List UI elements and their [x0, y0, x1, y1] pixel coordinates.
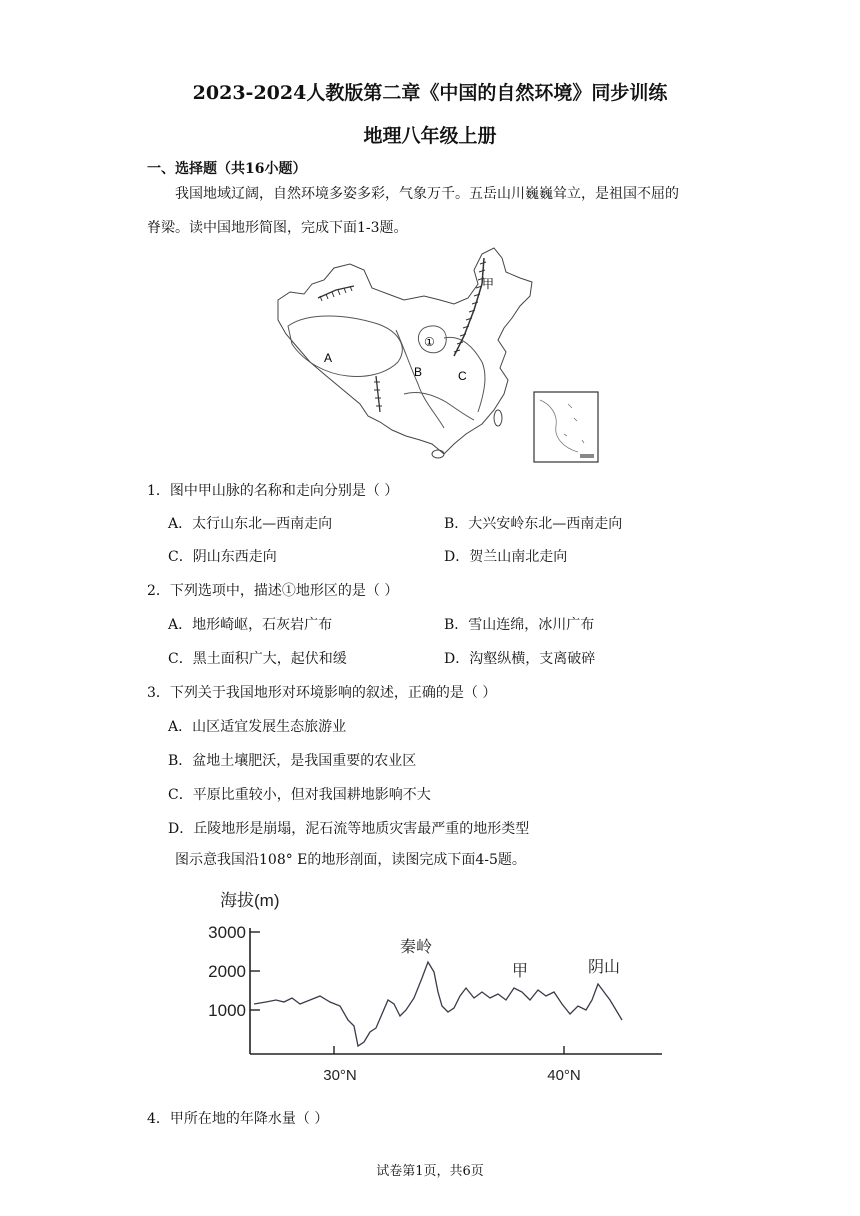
profile-ytick-2000: 2000: [208, 962, 246, 981]
question-3-option-b: B．盆地土壤肥沃，是我国重要的农业区: [168, 753, 417, 769]
map-label-circle-1: ①: [424, 335, 435, 349]
question-2-option-c: C．黑土面积广大，起伏和缓: [168, 651, 347, 667]
question-2-option-b: B．雪山连绵，冰川广布: [444, 617, 595, 633]
map-label-b: B: [414, 365, 423, 379]
question-4-stem: 4．甲所在地的年降水量（ ）: [147, 1111, 329, 1127]
question-1-option-b: B．大兴安岭东北—西南走向: [444, 516, 623, 532]
profile-intro: 图示意我国沿108° E的地形剖面，读图完成下面4-5题。: [175, 852, 526, 868]
question-1-option-d: D．贺兰山南北走向: [444, 549, 568, 565]
question-1-option-a: A．太行山东北—西南走向: [168, 516, 333, 532]
map-label-c: C: [458, 369, 467, 383]
question-3-option-d: D．丘陵地形是崩塌，泥石流等地质灾害最严重的地形类型: [168, 821, 530, 837]
terrain-profile-chart: [200, 880, 670, 1090]
question-1-stem: 1．图中甲山脉的名称和走向分别是（ ）: [147, 483, 399, 499]
page-footer: 试卷第1页，共6页: [376, 1164, 484, 1179]
question-3-stem: 3．下列关于我国地形对环境影响的叙述，正确的是（ ）: [147, 685, 497, 701]
profile-xtick-40n: 40°N: [547, 1067, 581, 1084]
map-label-a: A: [324, 351, 333, 365]
profile-ylabel: 海拔(m): [220, 891, 280, 910]
question-3-option-a: A．山区适宜发展生态旅游业: [168, 719, 347, 735]
question-2-stem: 2．下列选项中，描述①地形区的是（ ）: [147, 583, 399, 599]
profile-ytick-1000: 1000: [208, 1001, 246, 1020]
document-subtitle: 地理八年级上册: [363, 125, 497, 147]
profile-xtick-30n: 30°N: [323, 1067, 357, 1084]
profile-elevation-line: [254, 962, 622, 1046]
south-china-sea-inset: [534, 392, 598, 462]
document-title: 2023-2024人教版第二章《中国的自然环境》同步训练: [192, 82, 668, 104]
intro-paragraph-line1: 我国地域辽阔，自然环境多姿多彩，气象万千。五岳山川巍巍耸立，是祖国不屈的: [175, 186, 679, 202]
china-terrain-map: [268, 244, 603, 469]
question-3-option-c: C．平原比重较小，但对我国耕地影响不大: [168, 787, 431, 803]
profile-label-jia: 甲: [511, 963, 529, 980]
profile-ytick-3000: 3000: [208, 923, 246, 942]
question-2-option-a: A．地形崎岖，石灰岩广布: [168, 617, 333, 633]
profile-label-yinshan: 阴山: [587, 959, 621, 976]
question-2-option-d: D．沟壑纵横，支离破碎: [444, 651, 596, 667]
intro-paragraph-line2: 脊梁。读中国地形简图，完成下面1-3题。: [147, 220, 408, 236]
profile-label-qinling: 秦岭: [399, 939, 433, 956]
question-1-option-c: C．阴山东西走向: [168, 549, 277, 565]
section-heading: 一、选择题（共16小题）: [147, 161, 307, 177]
map-label-jia: 甲: [482, 277, 495, 291]
